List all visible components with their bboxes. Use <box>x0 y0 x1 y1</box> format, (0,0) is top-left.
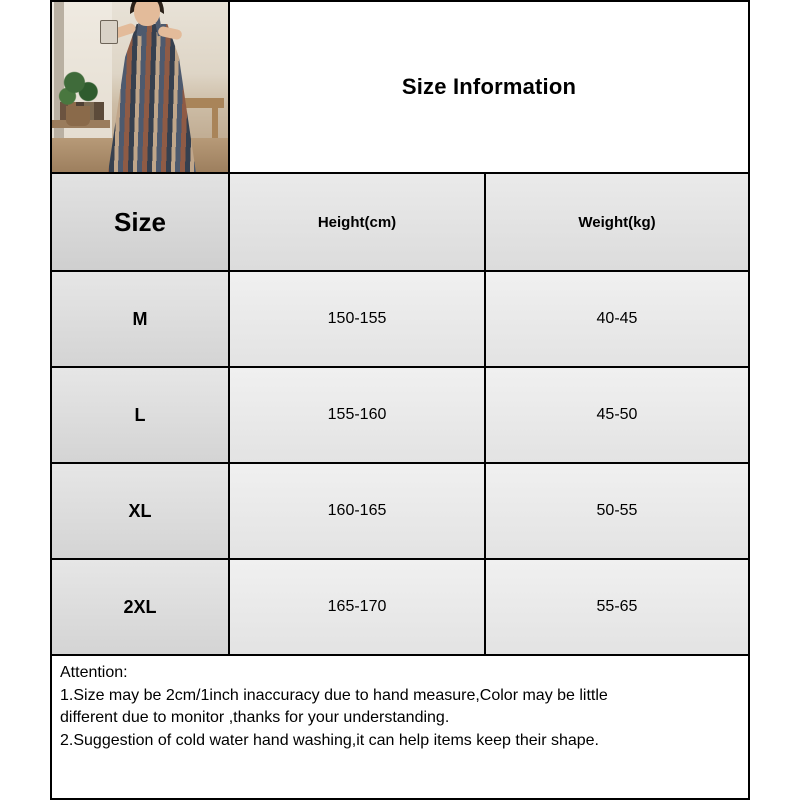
flower-pot <box>66 106 90 126</box>
cell-size-label: XL <box>128 500 152 521</box>
cell-weight <box>486 560 748 654</box>
cell-size-label: L <box>134 404 146 425</box>
cell-size <box>52 560 230 654</box>
cell-size <box>52 272 230 366</box>
chart-header <box>52 2 748 174</box>
cell-size <box>52 368 230 462</box>
cell-weight <box>486 368 748 462</box>
table-row <box>52 560 748 656</box>
table-row <box>52 464 748 560</box>
cell-size-label: M <box>132 308 148 329</box>
size-table <box>52 174 748 656</box>
cell-weight-label: 50-55 <box>596 502 638 519</box>
model-head <box>134 2 160 26</box>
column-header-weight <box>486 174 748 270</box>
cell-size-label: 2XL <box>123 596 157 617</box>
cell-weight-label: 45-50 <box>596 406 638 423</box>
cell-height-label: 150-155 <box>327 310 387 327</box>
column-header-height-label: Height(cm) <box>317 213 397 231</box>
cell-height-label: 160-165 <box>327 502 387 519</box>
product-photo <box>52 2 230 172</box>
size-information-chart <box>50 0 750 800</box>
plant-icon <box>56 64 102 110</box>
phone-icon <box>100 20 118 44</box>
cell-weight-label: 55-65 <box>596 598 638 615</box>
attention-line-3: 2.Suggestion of cold water hand washing,it can help items keep their shape. <box>60 732 599 750</box>
table-header-row <box>52 174 748 272</box>
attention-section <box>52 656 748 798</box>
table-row <box>52 368 748 464</box>
cell-height <box>230 368 486 462</box>
title-cell <box>230 2 748 172</box>
cell-height <box>230 272 486 366</box>
cell-weight-label: 40-45 <box>596 310 638 327</box>
column-header-size-label: Size <box>113 206 167 237</box>
column-header-size <box>52 174 230 270</box>
cell-height <box>230 464 486 558</box>
cell-weight <box>486 272 748 366</box>
page-title: Size Information <box>401 74 577 99</box>
table-row <box>52 272 748 368</box>
attention-line-2: different due to monitor ,thanks for your understanding. <box>60 709 450 727</box>
column-header-weight-label: Weight(kg) <box>578 213 656 231</box>
attention-heading: Attention: <box>60 664 128 681</box>
column-header-height <box>230 174 486 270</box>
cell-height-label: 165-170 <box>327 598 387 615</box>
attention-line-1: 1.Size may be 2cm/1inch inaccuracy due to hand measure,Color may be little <box>60 686 608 704</box>
cell-height-label: 155-160 <box>327 406 387 423</box>
cell-weight <box>486 464 748 558</box>
cell-height <box>230 560 486 654</box>
cell-size <box>52 464 230 558</box>
